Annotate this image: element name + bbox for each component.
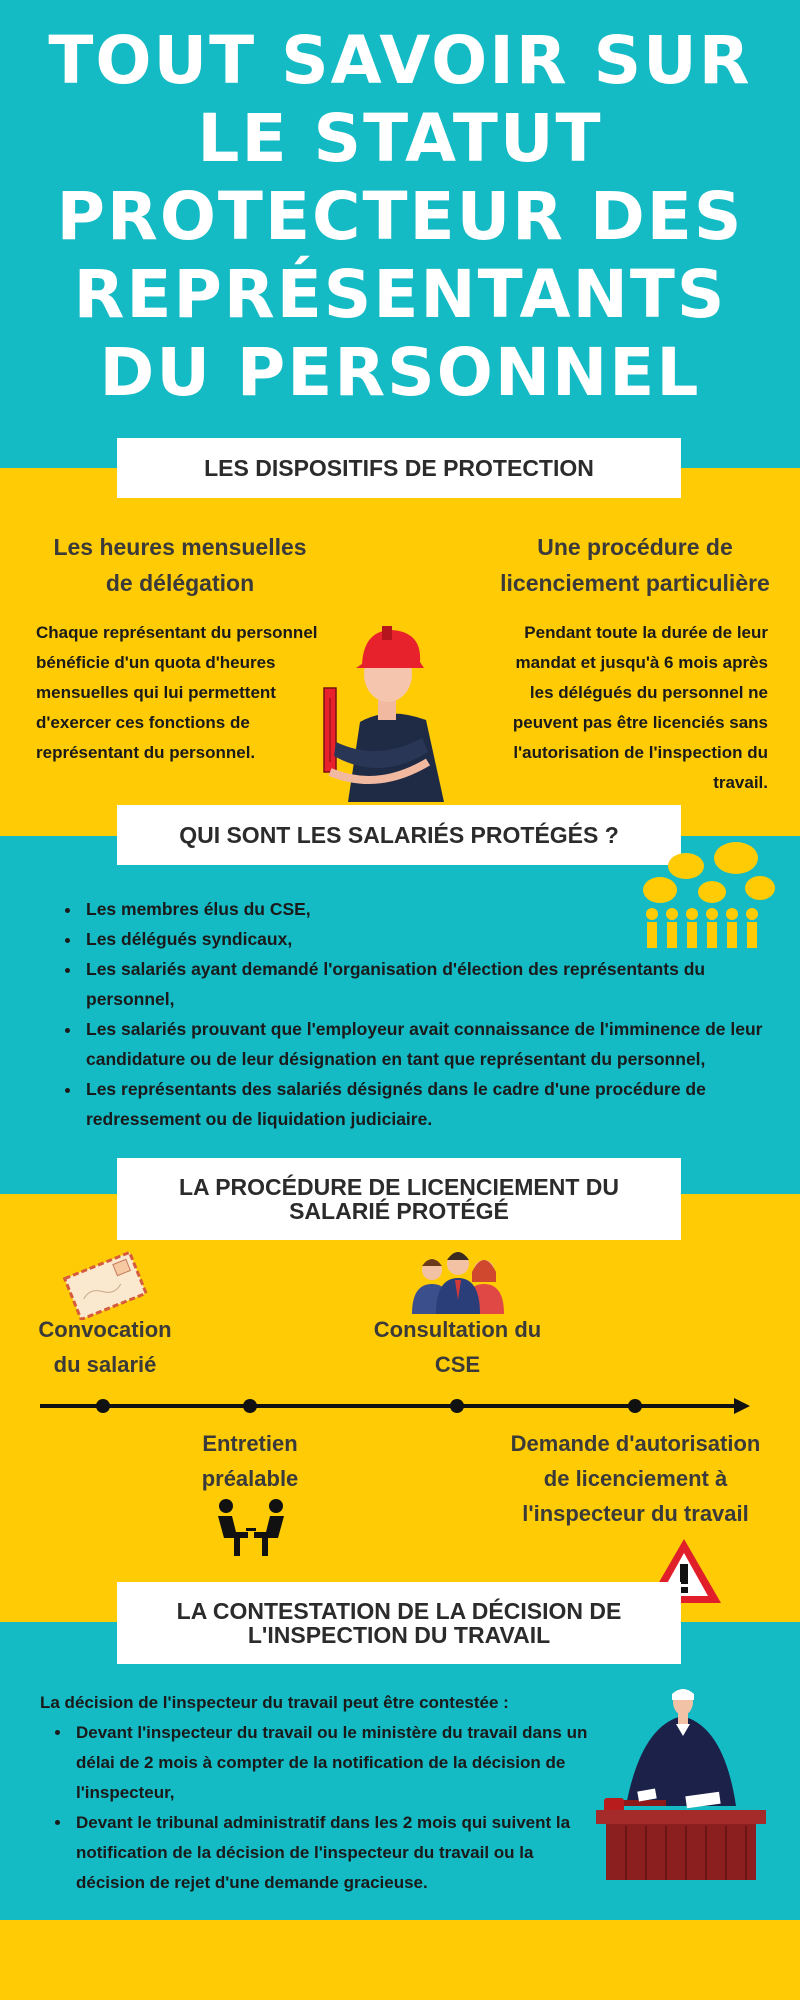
footer-background: [0, 1920, 800, 2000]
section1-left-text: Chaque représentant du personnel bénéficie d'un quota d'heures mensuelles qui lui permettent d'exercer ces fonctions de représentant du personnel.: [36, 623, 318, 762]
section4-intro: La décision de l'inspecteur du travail peut être contestée :: [40, 1693, 509, 1712]
section1-left-title: Les heures mensuelles de délégation: [53, 534, 307, 596]
section1-right-title: Une procédure de licenciement particulière: [500, 534, 770, 596]
list-item: • Devant l'inspecteur du travail ou le ministère du travail dans un délai de 2 mois à compter de la notification de la décision de l'inspecteur,: [72, 1718, 607, 1808]
list-item: • Les délégués syndicaux,: [82, 924, 782, 954]
section2-header: QUI SONT LES SALARIÉS PROTÉGÉS ?: [117, 805, 681, 865]
list-item: • Les représentants des salariés désignés dans le cadre d'une procédure de redressement ou de liquidation judiciaire.: [82, 1074, 782, 1134]
timeline-step-convocation: Convocation du salarié: [38, 1317, 172, 1377]
list-item: • Les membres élus du CSE,: [82, 894, 782, 924]
protected-employees-list: [58, 894, 782, 1134]
envelope-icon: [60, 1250, 150, 1320]
section4-header: LA CONTESTATION DE LA DÉCISION DE L'INSPECTION DU TRAVAIL: [117, 1582, 681, 1664]
timeline-step-demande: Demande d'autorisation de licenciement à l'inspecteur du travail: [510, 1431, 761, 1526]
list-item: • Devant le tribunal administratif dans les 2 mois qui suivent la notification de la décision de l'inspecteur du travail ou la décision de rejet d'une demande gracieuse.: [72, 1808, 607, 1898]
judge-icon: [596, 1686, 766, 1880]
timeline-step-consultation: Consultation du CSE: [373, 1317, 542, 1377]
page-title: TOUT SAVOIR SUR LE STATUT PROTECTEUR DES REPRÉSENTANTS DU PERSONNEL: [48, 22, 752, 411]
contestation-list: [48, 1718, 607, 1898]
section1-right-text: Pendant toute la durée de leur mandat et jusqu'à 6 mois après les délégués du personnel ne peuvent pas être licenciés sans l'autorisation de l'inspection du travail.: [512, 623, 768, 792]
section3-header: LA PROCÉDURE DE LICENCIEMENT DU SALARIÉ PROTÉGÉ: [117, 1158, 681, 1240]
interview-icon: [210, 1498, 292, 1558]
worker-icon: [318, 622, 458, 802]
list-item: • Les salariés prouvant que l'employeur avait connaissance de l'imminence de leur candidature ou de leur désignation en tant que représentant du personnel,: [82, 1014, 782, 1074]
team-icon: [408, 1248, 508, 1314]
list-item: • Les salariés ayant demandé l'organisation d'élection des représentants du personnel,: [82, 954, 782, 1014]
section1-header: LES DISPOSITIFS DE PROTECTION: [117, 438, 681, 498]
timeline-step-entretien: Entretien préalable: [201, 1431, 299, 1491]
procedure-timeline: [40, 1398, 750, 1428]
